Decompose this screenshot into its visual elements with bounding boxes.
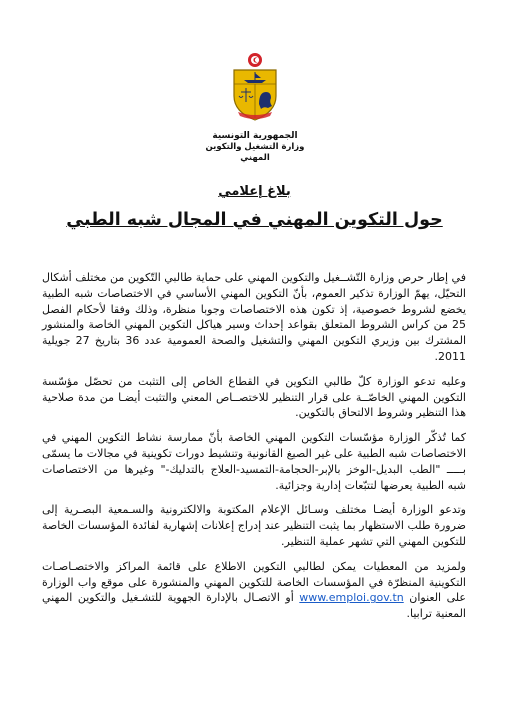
paragraph-1: في إطار حرص وزارة التّشــغيل والتكوين المهني على حماية طالبي التّكوين من مختلف أشكال التحيّل، يهمّ الوزارة تذكير العموم، بأنّ التكوين المهني الأساسي في الاختصاصات شبه الطبية يخضع لشروط خصوصية، إذ تكون هذه الاختصاصات وجوبا منظرة، وذلك وفقا لأحكام الفصل 25 من كراس الشروط المتعلق بقواعد إحداث وسير هياكل التكوين المهني الخاصة والمنشور المشترك بين وزيري التكوين المهني والتشغيل والصحة العمومية عدد 36 بتاريخ 27 جويلية 2011. [42, 271, 466, 363]
republic-name: الجمهورية التونسية [212, 131, 298, 141]
ministry-name: وزارة التشغيل والتكوين المهني [205, 142, 305, 163]
paragraph-2: وعليه تدعو الوزارة كلّ طالبي التكوين في القطاع الخاص إلى التثبت من تحصّل مؤسّسة التكوين المهني الخاصّــة على قرار التنظير للاختصــاص المعني والتثبت أيضـا من مدة صلاحية هذا التنظير وشروط الالتحاق بالتكوين. [42, 374, 466, 420]
tunisia-coat-of-arms-icon [226, 52, 284, 122]
paragraph-5-text-end: أو الاتصـال بالإدارة الجهوية للتشـغيل والتكوين المهني المعنية ترابيا. [42, 591, 466, 621]
paragraph-5 [42, 559, 466, 622]
ministry-website-link[interactable]: www.emploi.gov.tn [299, 591, 404, 605]
ministry-header [200, 131, 310, 164]
paragraph-3: كما تُذكّر الوزارة مؤسّسات التكوين المهني الخاصة بأنّ ممارسة نشاط التكوين المهني في الاختصاصات شبه الطبية على غير الصيغ القانونية وتنشيط دورات تكوينية في مجالات ما يسمّى بـــــ "الطب البديل-الوخز بالإبر-الحجامة-التمسيد-العلاج بالتدليك-" وغيرها من الاختصاصات شبه الطبية يعرضها لتتبّعات إدارية وجزائية. [42, 431, 466, 492]
paragraph-5-text-start: ولمزيد من المعطيات يمكن لطالبي التكوين الاطلاع على قائمة المراكز والاختصـاصـات التكوينية المنظرّة في المؤسسات الخاصة للتكوين المهني والمنشورة على موقع واب الوزارة على العنوان [42, 559, 466, 605]
document-title: حول التكوين المهني في المجال شبه الطبي [66, 210, 443, 230]
notice-label: بلاغ إعلامي [218, 184, 291, 199]
document-body [42, 270, 466, 631]
paragraph-4: وتدعو الوزارة أيضـا مختلف وسـائل الإعلام المكتوبة والالكترونية والسـمعية البصـرية إلى ضرورة طلب الاستظهار بما يثبت التنظير عند إدراج إعلانات إشهارية لفائدة المؤسسات الخاصة للتكوين المهني التي تشهر عملية التنظير. [42, 503, 466, 548]
